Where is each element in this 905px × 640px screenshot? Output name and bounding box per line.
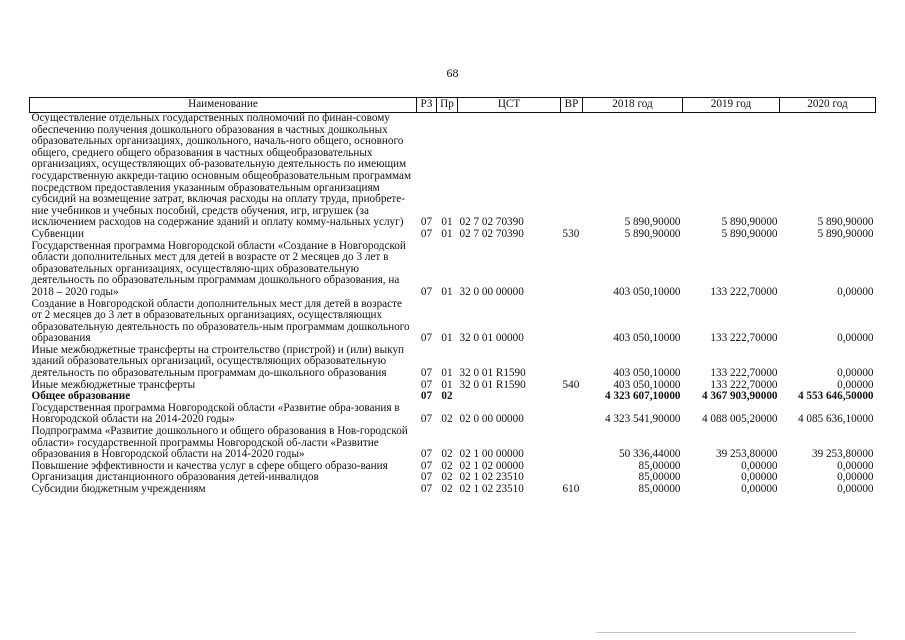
cell-name: Повышение эффективности и качества услуг в сфере общего образо-вания (31, 459, 388, 472)
cell-rz: 07 (420, 367, 433, 380)
cell-pr: 02 (441, 483, 453, 495)
cell-pr: 02 (441, 413, 453, 426)
cell-2018: 5 890,90000 (624, 227, 681, 240)
cell-name: Субвенции (31, 227, 84, 240)
cell-2019: 5 890,90000 (721, 216, 778, 229)
table-row (30, 241, 876, 299)
cell-pr: 01 (441, 332, 453, 345)
cell-rz: 07 (420, 459, 433, 472)
header-vr: ВР (561, 98, 583, 113)
cell-rz: 07 (420, 285, 433, 298)
cell-2019: 0,00000 (741, 483, 778, 495)
cell-rz: 07 (420, 483, 433, 495)
cell-vr (561, 426, 583, 461)
cell-vr (561, 113, 583, 229)
cell-2018: 403 050,10000 (613, 332, 681, 345)
header-2020: 2020 год (780, 98, 876, 113)
cell-vr (561, 345, 583, 380)
cell-rz: 07 (420, 216, 433, 229)
cell-2019: 133 222,70000 (710, 367, 778, 380)
cell-2018: 85,00000 (638, 483, 681, 495)
cell-cst: 32 0 00 00000 (459, 285, 524, 298)
cell-2018: 85,00000 (638, 459, 681, 472)
cell-2020: 39 253,80000 (811, 448, 874, 461)
table-row (30, 426, 876, 461)
cell-2019: 5 890,90000 (721, 227, 778, 240)
cell-vr (561, 461, 583, 473)
cell-vr (561, 299, 583, 345)
cell-rz: 07 (420, 227, 433, 240)
cell-2020: 4 553 646,50000 (797, 390, 874, 403)
budget-table (29, 97, 876, 496)
cell-pr: 02 (441, 448, 453, 461)
cell-2019: 133 222,70000 (710, 332, 778, 345)
table-body (30, 113, 876, 496)
cell-name: Общее образование (31, 390, 131, 403)
header-cst: ЦСТ (458, 98, 561, 113)
cell-name: Государственная программа Новгородской области «Создание в Новгородской области дополнительных мест для детей в возрасте от 2 месяцев до 3 лет в образовательных организациях, осуществляю-щих образовательную деятельность по образовательным программам дошкольного образования, на 2018 – 2020 годы» (31, 239, 406, 298)
cell-2020: 0,00000 (837, 459, 874, 472)
cell-name: Осуществление отдельных государственных полномочий по финан-совому обеспечению получения дошкольного образования в частных дошкольных образовательных организациях, дошкольного, началь-ного общего, основного общего, среднего общего образования в частных общеобразовательных организациях, осуществляющих об-разовательную деятельность по имеющим государственную аккреди-тацию основным общеобразовательным программам посредством предоставления указанным образовательным организациям субсидий на возмещение затрат, включая расходы на оплату труда, приобрете-ние учебников и учебных пособий, средств обучения, игр, игрушек (за исключением расходов на содержание зданий и оплату комму-нальных услуг) (31, 112, 412, 229)
cell-name: Иные межбюджетные трансферты на строительство (пристрой) и (или) выкуп зданий образовательных организаций, осуществляющих образовательную деятельность по образовательным программам до-школьного образования (31, 343, 405, 380)
cell-2019: 4 088 005,20000 (701, 413, 778, 426)
cell-rz: 07 (420, 332, 433, 345)
cell-2020: 4 085 636,10000 (797, 413, 874, 426)
cell-2019: 133 222,70000 (710, 378, 778, 391)
table-header-row (30, 98, 876, 113)
cell-2020: 0,00000 (837, 285, 874, 298)
cell-2020: 5 890,90000 (817, 227, 874, 240)
cell-cst: 02 0 00 00000 (459, 413, 524, 426)
cell-2018: 4 323 607,10000 (604, 390, 681, 403)
cell-rz: 07 (420, 390, 433, 403)
cell-cst: 32 0 01 R1590 (459, 378, 526, 391)
table-row (30, 229, 876, 241)
table-row (30, 403, 876, 426)
cell-2019: 4 367 903,90000 (701, 390, 778, 403)
scan-artifact (596, 632, 856, 633)
cell-2020: 0,00000 (837, 378, 874, 391)
header-2019: 2019 год (683, 98, 780, 113)
cell-rz: 07 (420, 413, 433, 426)
cell-2020: 0,00000 (837, 471, 874, 484)
cell-rz: 07 (420, 471, 433, 484)
cell-pr: 01 (441, 216, 453, 229)
cell-2018: 4 323 541,90000 (604, 413, 681, 426)
cell-2020: 0,00000 (837, 367, 874, 380)
cell-cst: 32 0 01 00000 (459, 332, 524, 345)
cell-cst: 02 7 02 70390 (459, 216, 524, 229)
cell-2018: 5 890,90000 (624, 216, 681, 229)
header-name: Наименование (30, 98, 417, 113)
cell-name: Подпрограмма «Развитие дошкольного и общего образования в Нов-городской области» государственной программы Новгородской об-ласти «Развитие образования в Новгородской области на 2014-2020 годы» (31, 425, 408, 461)
cell-pr: 01 (441, 285, 453, 298)
cell-rz: 07 (420, 448, 433, 461)
cell-rz: 07 (420, 378, 433, 391)
cell-pr: 02 (441, 471, 453, 484)
cell-pr: 01 (441, 227, 453, 240)
cell-pr: 02 (441, 459, 453, 472)
cell-name: Организация дистанционного образования детей-инвалидов (31, 471, 319, 484)
header-rz: РЗ (417, 98, 437, 113)
cell-2018: 403 050,10000 (613, 285, 681, 298)
table-row (30, 484, 876, 496)
cell-vr (561, 241, 583, 299)
cell-pr: 01 (441, 378, 453, 391)
cell-2018: 403 050,10000 (613, 367, 681, 380)
cell-2018: 85,00000 (638, 471, 681, 484)
cell-name: Иные межбюджетные трансферты (31, 378, 196, 391)
cell-2020: 0,00000 (837, 332, 874, 345)
cell-pr: 02 (441, 390, 453, 403)
table-row (30, 345, 876, 380)
cell-vr: 540 (562, 378, 580, 391)
cell-vr (561, 403, 583, 426)
table-row (30, 113, 876, 229)
cell-vr: 610 (562, 483, 580, 495)
header-2018: 2018 год (583, 98, 683, 113)
cell-pr: 01 (441, 367, 453, 380)
cell-2020: 0,00000 (837, 483, 874, 495)
cell-2019: 133 222,70000 (710, 285, 778, 298)
cell-cst: 02 1 02 23510 (459, 471, 524, 484)
cell-cst (458, 391, 561, 403)
cell-2019: 0,00000 (741, 471, 778, 484)
cell-cst: 02 1 02 00000 (459, 459, 524, 472)
cell-2018: 403 050,10000 (613, 378, 681, 391)
cell-name: Создание в Новгородской области дополнительных мест для детей в возрасте от 2 месяцев до 3 лет в образовательных организациях, осуществляющих образовательную деятельность по образователь-ным программам дошкольного образования (31, 297, 410, 345)
table-row (30, 299, 876, 345)
cell-name: Государственная программа Новгородской области «Развитие обра-зования в Новгородской области на 2014-2020 годы» (31, 401, 400, 426)
cell-2020: 5 890,90000 (817, 216, 874, 229)
cell-2019: 0,00000 (741, 459, 778, 472)
cell-vr: 530 (562, 227, 580, 240)
cell-cst: 02 1 02 23510 (459, 483, 524, 495)
header-pr: Пр (437, 98, 458, 113)
cell-cst: 32 0 01 R1590 (459, 367, 526, 380)
cell-2019: 39 253,80000 (715, 448, 778, 461)
cell-cst: 02 1 00 00000 (459, 448, 524, 461)
cell-cst: 02 7 02 70390 (459, 227, 524, 240)
cell-2018: 50 336,44000 (618, 448, 681, 461)
page-number: 68 (446, 66, 459, 80)
cell-vr (561, 391, 583, 403)
cell-name: Субсидии бюджетным учреждениям (31, 483, 206, 495)
